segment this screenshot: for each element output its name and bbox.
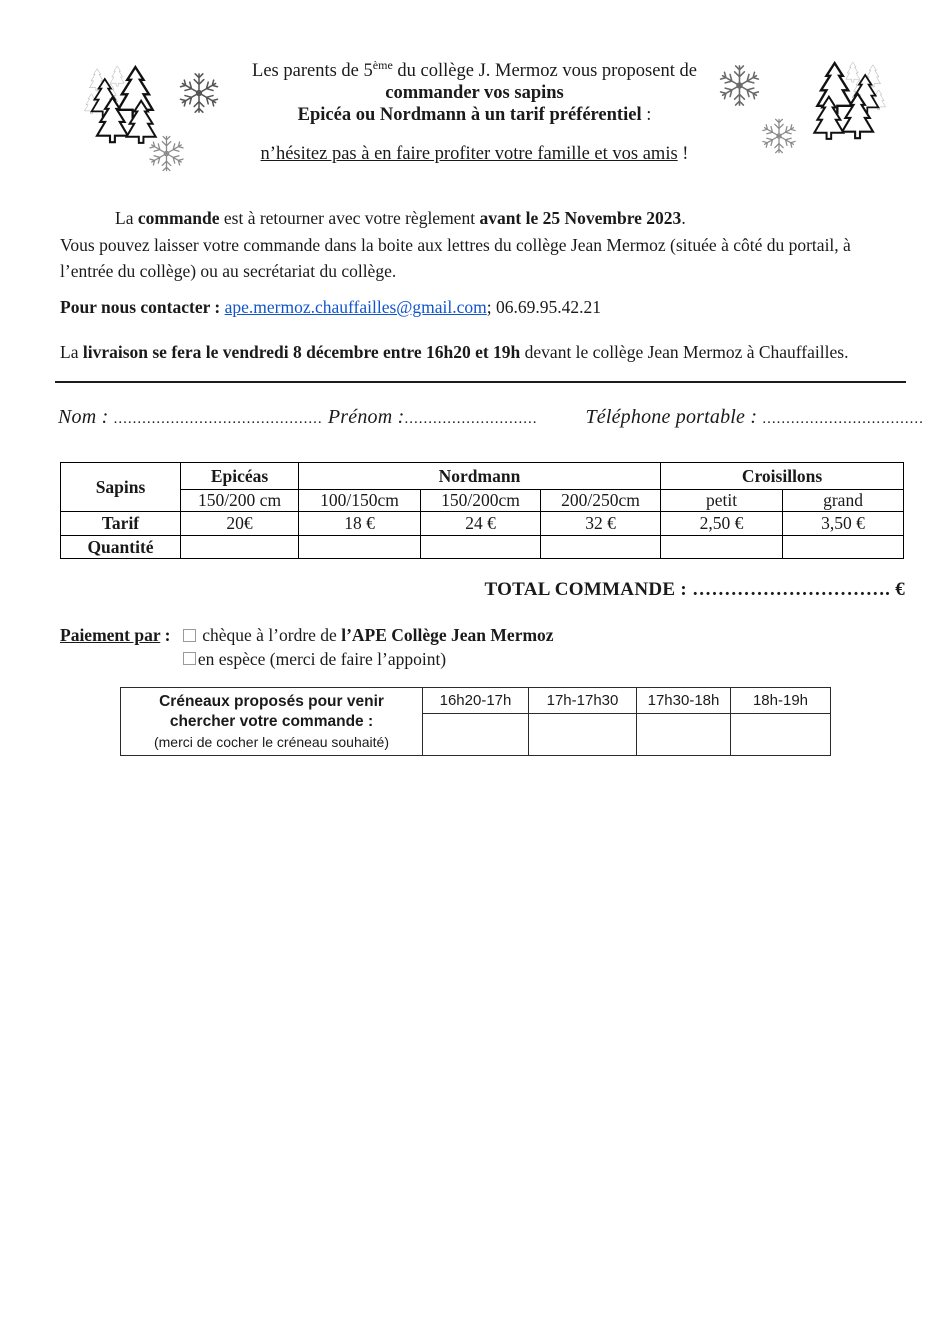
superscript-eme: ème bbox=[372, 58, 393, 72]
tarif-cell: 18 € bbox=[299, 512, 421, 536]
corner-cell-sapins: Sapins bbox=[61, 463, 181, 512]
checkbox-icon bbox=[183, 652, 196, 665]
horizontal-divider bbox=[55, 381, 906, 383]
quantite-cell bbox=[661, 536, 783, 559]
size-cell: grand bbox=[783, 490, 904, 512]
slot-header: 16h20-17h bbox=[423, 688, 529, 714]
contact-line: Pour nous contacter : ape.mermoz.chauffailles@gmail.com; 06.69.95.42.21 bbox=[60, 297, 602, 317]
pickup-slots-table bbox=[120, 687, 831, 756]
contact-label: Pour nous contacter : bbox=[60, 297, 225, 317]
slot-header: 17h30-18h bbox=[637, 688, 731, 714]
quantite-cell bbox=[299, 536, 421, 559]
payment-option-cheque: chèque à l’ordre de l’APE Collège Jean Mermoz bbox=[183, 624, 554, 648]
telephone-label: Téléphone portable : bbox=[585, 406, 763, 428]
prenom-blank: ............................ bbox=[404, 411, 538, 427]
contact-phone: 06.69.95.42.21 bbox=[496, 297, 602, 317]
tarif-cell: 2,50 € bbox=[661, 512, 783, 536]
contact-email-link[interactable]: ape.mermoz.chauffailles@gmail.com bbox=[224, 297, 487, 317]
intro-paragraph bbox=[60, 205, 907, 285]
slot-header: 17h-17h30 bbox=[529, 688, 637, 714]
pickup-title-cell: Créneaux proposés pour venir chercher votre commande : (merci de cocher le créneau souhaité) bbox=[121, 688, 423, 756]
size-cell: 100/150cm bbox=[299, 490, 421, 512]
table-row-groups bbox=[61, 463, 904, 490]
slot-check-cell bbox=[731, 714, 831, 756]
tarif-cell: 24 € bbox=[421, 512, 541, 536]
size-cell: 150/200 cm bbox=[181, 490, 299, 512]
quantite-cell bbox=[421, 536, 541, 559]
group-header-croisillons: Croisillons bbox=[661, 463, 904, 490]
table-row-tarif bbox=[61, 512, 904, 536]
nom-label: Nom : bbox=[58, 406, 114, 428]
size-cell: 200/250cm bbox=[541, 490, 661, 512]
quantite-cell bbox=[541, 536, 661, 559]
header-text bbox=[0, 54, 949, 126]
header-line1: Les parents de 5ème du collège J. Mermoz vous proposent de bbox=[252, 58, 697, 82]
quantite-cell bbox=[181, 536, 299, 559]
payment-label: Paiement par bbox=[60, 625, 161, 645]
header-line3: Epicéa ou Nordmann à un tarif préférentiel : bbox=[297, 105, 652, 126]
checkbox-icon bbox=[183, 629, 196, 642]
size-cell: 150/200cm bbox=[421, 490, 541, 512]
quantite-cell bbox=[783, 536, 904, 559]
slot-check-cell bbox=[529, 714, 637, 756]
tarif-cell: 32 € bbox=[541, 512, 661, 536]
tarif-cell: 20€ bbox=[181, 512, 299, 536]
total-commande-line: TOTAL COMMANDE : …………………………. € bbox=[484, 579, 905, 600]
order-table bbox=[60, 462, 904, 559]
tarif-cell: 3,50 € bbox=[783, 512, 904, 536]
intro-body: Vous pouvez laisser votre commande dans la boite aux lettres du collège Jean Mermoz (située à côté du portail, à l’entrée du collège) ou au secrétariat du collège. bbox=[60, 234, 851, 281]
slot-check-cell bbox=[423, 714, 529, 756]
slot-check-cell bbox=[637, 714, 731, 756]
payment-option-espece: en espèce (merci de faire l’appoint) bbox=[183, 648, 554, 672]
currency-symbol: € bbox=[890, 579, 905, 600]
nom-blank: ............................................ bbox=[113, 411, 323, 427]
group-header-epiceas: Epicéas bbox=[181, 463, 299, 490]
payment-section: Paiement par : chèque à l’ordre de l’APE Collège Jean Mermoz en espèce (merci de faire l’appoint) bbox=[60, 624, 554, 671]
delivery-line: La livraison se fera le vendredi 8 décembre entre 16h20 et 19h devant le collège Jean Mermoz à Chauffailles. bbox=[60, 342, 849, 362]
table-row-sizes bbox=[61, 490, 904, 512]
quantite-label-cell: Quantité bbox=[61, 536, 181, 559]
header-line2: commander vos sapins bbox=[385, 83, 564, 104]
prenom-label: Prénom : bbox=[322, 406, 405, 428]
intro-lead-line: La commande est à retourner avec votre règlement avant le 25 Novembre 2023. bbox=[115, 208, 686, 228]
header-tagline: n’hésitez pas à en faire profiter votre famille et vos amis ! bbox=[260, 144, 689, 164]
table-row-quantite bbox=[61, 536, 904, 559]
group-header-nordmann: Nordmann bbox=[299, 463, 661, 490]
size-cell: petit bbox=[661, 490, 783, 512]
payment-options bbox=[183, 624, 554, 671]
total-blank: …………………………. bbox=[692, 579, 891, 600]
telephone-blank: .................................. bbox=[762, 411, 924, 427]
tarif-label-cell: Tarif bbox=[61, 512, 181, 536]
identity-line bbox=[58, 406, 924, 429]
pickup-header-row bbox=[121, 688, 831, 714]
slot-header: 18h-19h bbox=[731, 688, 831, 714]
